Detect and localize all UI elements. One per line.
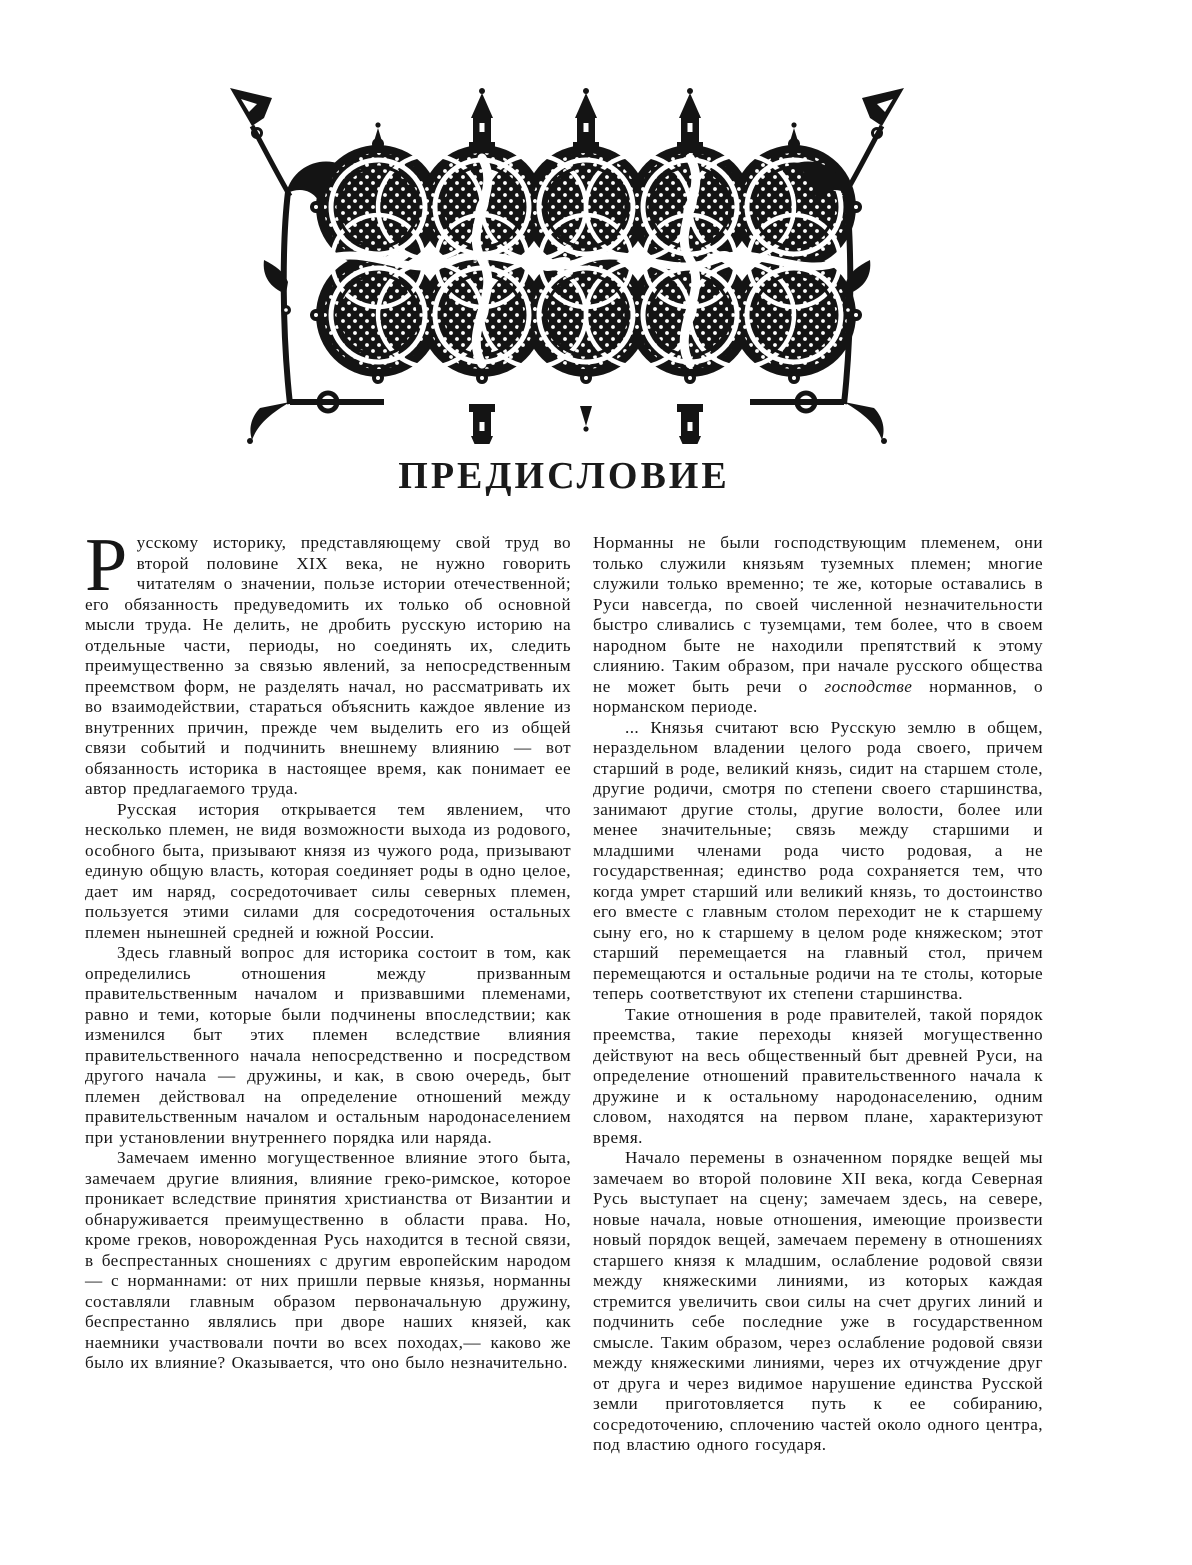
paragraph: Здесь главный вопрос для историка состоит в том, как определились отношения между призванным правительственным началом и призвавшими племенами, равно и теми, которые были подчинены впоследствии; как изменился быт этих племен вследствие влияния правительственного начала непосредственно и посредством другого начала — дружины, и как, в свою очередь, быт племен действовал на определение отношений между правительственным началом и остальным народонаселением при установлении внутреннего порядка или наряда. [85, 943, 571, 1147]
knotwork-ornament-graphic [226, 72, 908, 444]
page-title: ПРЕДИСЛОВИЕ [398, 455, 730, 497]
italic-word: господстве [824, 676, 913, 696]
paragraph: Начало перемены в означенном порядке вещей мы замечаем во второй половине XII века, когда Северная Русь выступает на сцену; замечаем здесь, на севере, новые начала, новые отношения, имеющие произвести новый порядок вещей, замечаем перемену в отношениях старшего князя к младшим, ослабление родовой связи между княжескими линиями, из которых каждая стремится увеличить свои силы на счет других линий и подчинить себе последние уже в государственном смысле. Таким образом, через ослабление родовой связи между княжескими линиями, через их отчуждение друг от друга и через видимое нарушение единства Русской земли приготовляется путь к ее собиранию, сосредоточению, сплочению частей около одного центра, под властию одного государя. [593, 1148, 1043, 1454]
paragraph: Замечаем именно могущественное влияние этого быта, замечаем другие влияния, влияние греко-римское, которое проникает вследствие принятия христианства от Византии и обнаруживается преимущественно в области права. Но, кроме греков, новорожденная Русь находится в тесной связи, в беспрестанных сношениях с другим европейским народом — с норманнами: от них пришли первые князья, норманны составляли главным образом первоначальную дружину, беспрестанно являлись при дворе наших князей, как наемники участвовали почти во всех походах,— каково же было их влияние? Оказывается, что оно было незначительно. [85, 1148, 571, 1372]
paragraph: Русская история открывается тем явлением, что несколько племен, не видя возможности выхода из родового, особного быта, призывают князя из чужого рода, призывают единую общую власть, которая соединяет роды в одно целое, дает им наряд, сосредоточивает силы северных племен, пользуется этими силами для сосредоточения остальных племен нынешней средней и южной России. [85, 799, 571, 942]
left-column [85, 523, 571, 1456]
knotwork-headpiece-ornament [226, 72, 908, 444]
drop-cap: Р [85, 523, 128, 607]
right-column [593, 533, 1043, 1456]
paragraph [593, 533, 1043, 718]
paragraph: Такие отношения в роде правителей, такой порядок преемства, такие переходы князей могущественно действуют на весь общественный быт древней Руси, на определение отношений правительственного начала к дружине и к остальному народонаселению, одним словом, находятся на первом плане, характеризуют время. [593, 1004, 1043, 1147]
paragraph-text: усскому историку, представляющему свой труд во второй половине XIX века, не нужно говорить читателям о значении, пользе истории отечественной; его обязанность предуведомить их только об основной мысли труда. Не делить, не дробить русскую историю на отдельные части, периоды, но соединять их, следить преимущественно за связью явлений, за непосредственным преемством форм, не разделять начал, но рассматривать их во взаимодействии, стараться объяснить каждое явление из внутренних причин, прежде чем выделить его из общей связи событий и подчинить внешнему влиянию — вот обязанность историка в настоящее время, как понимает ее автор предлагаемого труда. [85, 533, 571, 798]
paragraph-text: Норманны не были господствующим племенем, они только служили князьям туземных племен; многие служили только временно; те же, которые оставались в Руси навсегда, по своей численной незначительности быстро сливались с туземцами, тем более, что в своем народном быте не находили препятствий к этому слиянию. Таким образом, при начале русского общества не может быть речи о [593, 533, 1043, 696]
paragraph [85, 523, 571, 800]
paragraph: ... Князья считают всю Русскую землю в общем, нераздельном владении целого рода своего, причем старший в роде, великий князь, сидит на старшем столе, другие родичи, смотря по степени своего старшинства, занимают другие столы, другие волости, более или менее значительные; связь между старшими и младшими членами рода чисто родовая, а не государственная; единство рода сохраняется тем, что когда умрет старший или великий князь, то достоинство его вместе с главным столом переходит не к старшему сыну его, но к старшему в целом роде княжеском; этот старший перемещается на главный стол, причем перемещаются и остальные родичи на те столы, которые теперь соответствуют их степени старшинства. [593, 717, 1043, 1003]
text-columns [85, 523, 1043, 1456]
paragraph-text: норманнов, о норманском периоде. [593, 676, 1043, 716]
